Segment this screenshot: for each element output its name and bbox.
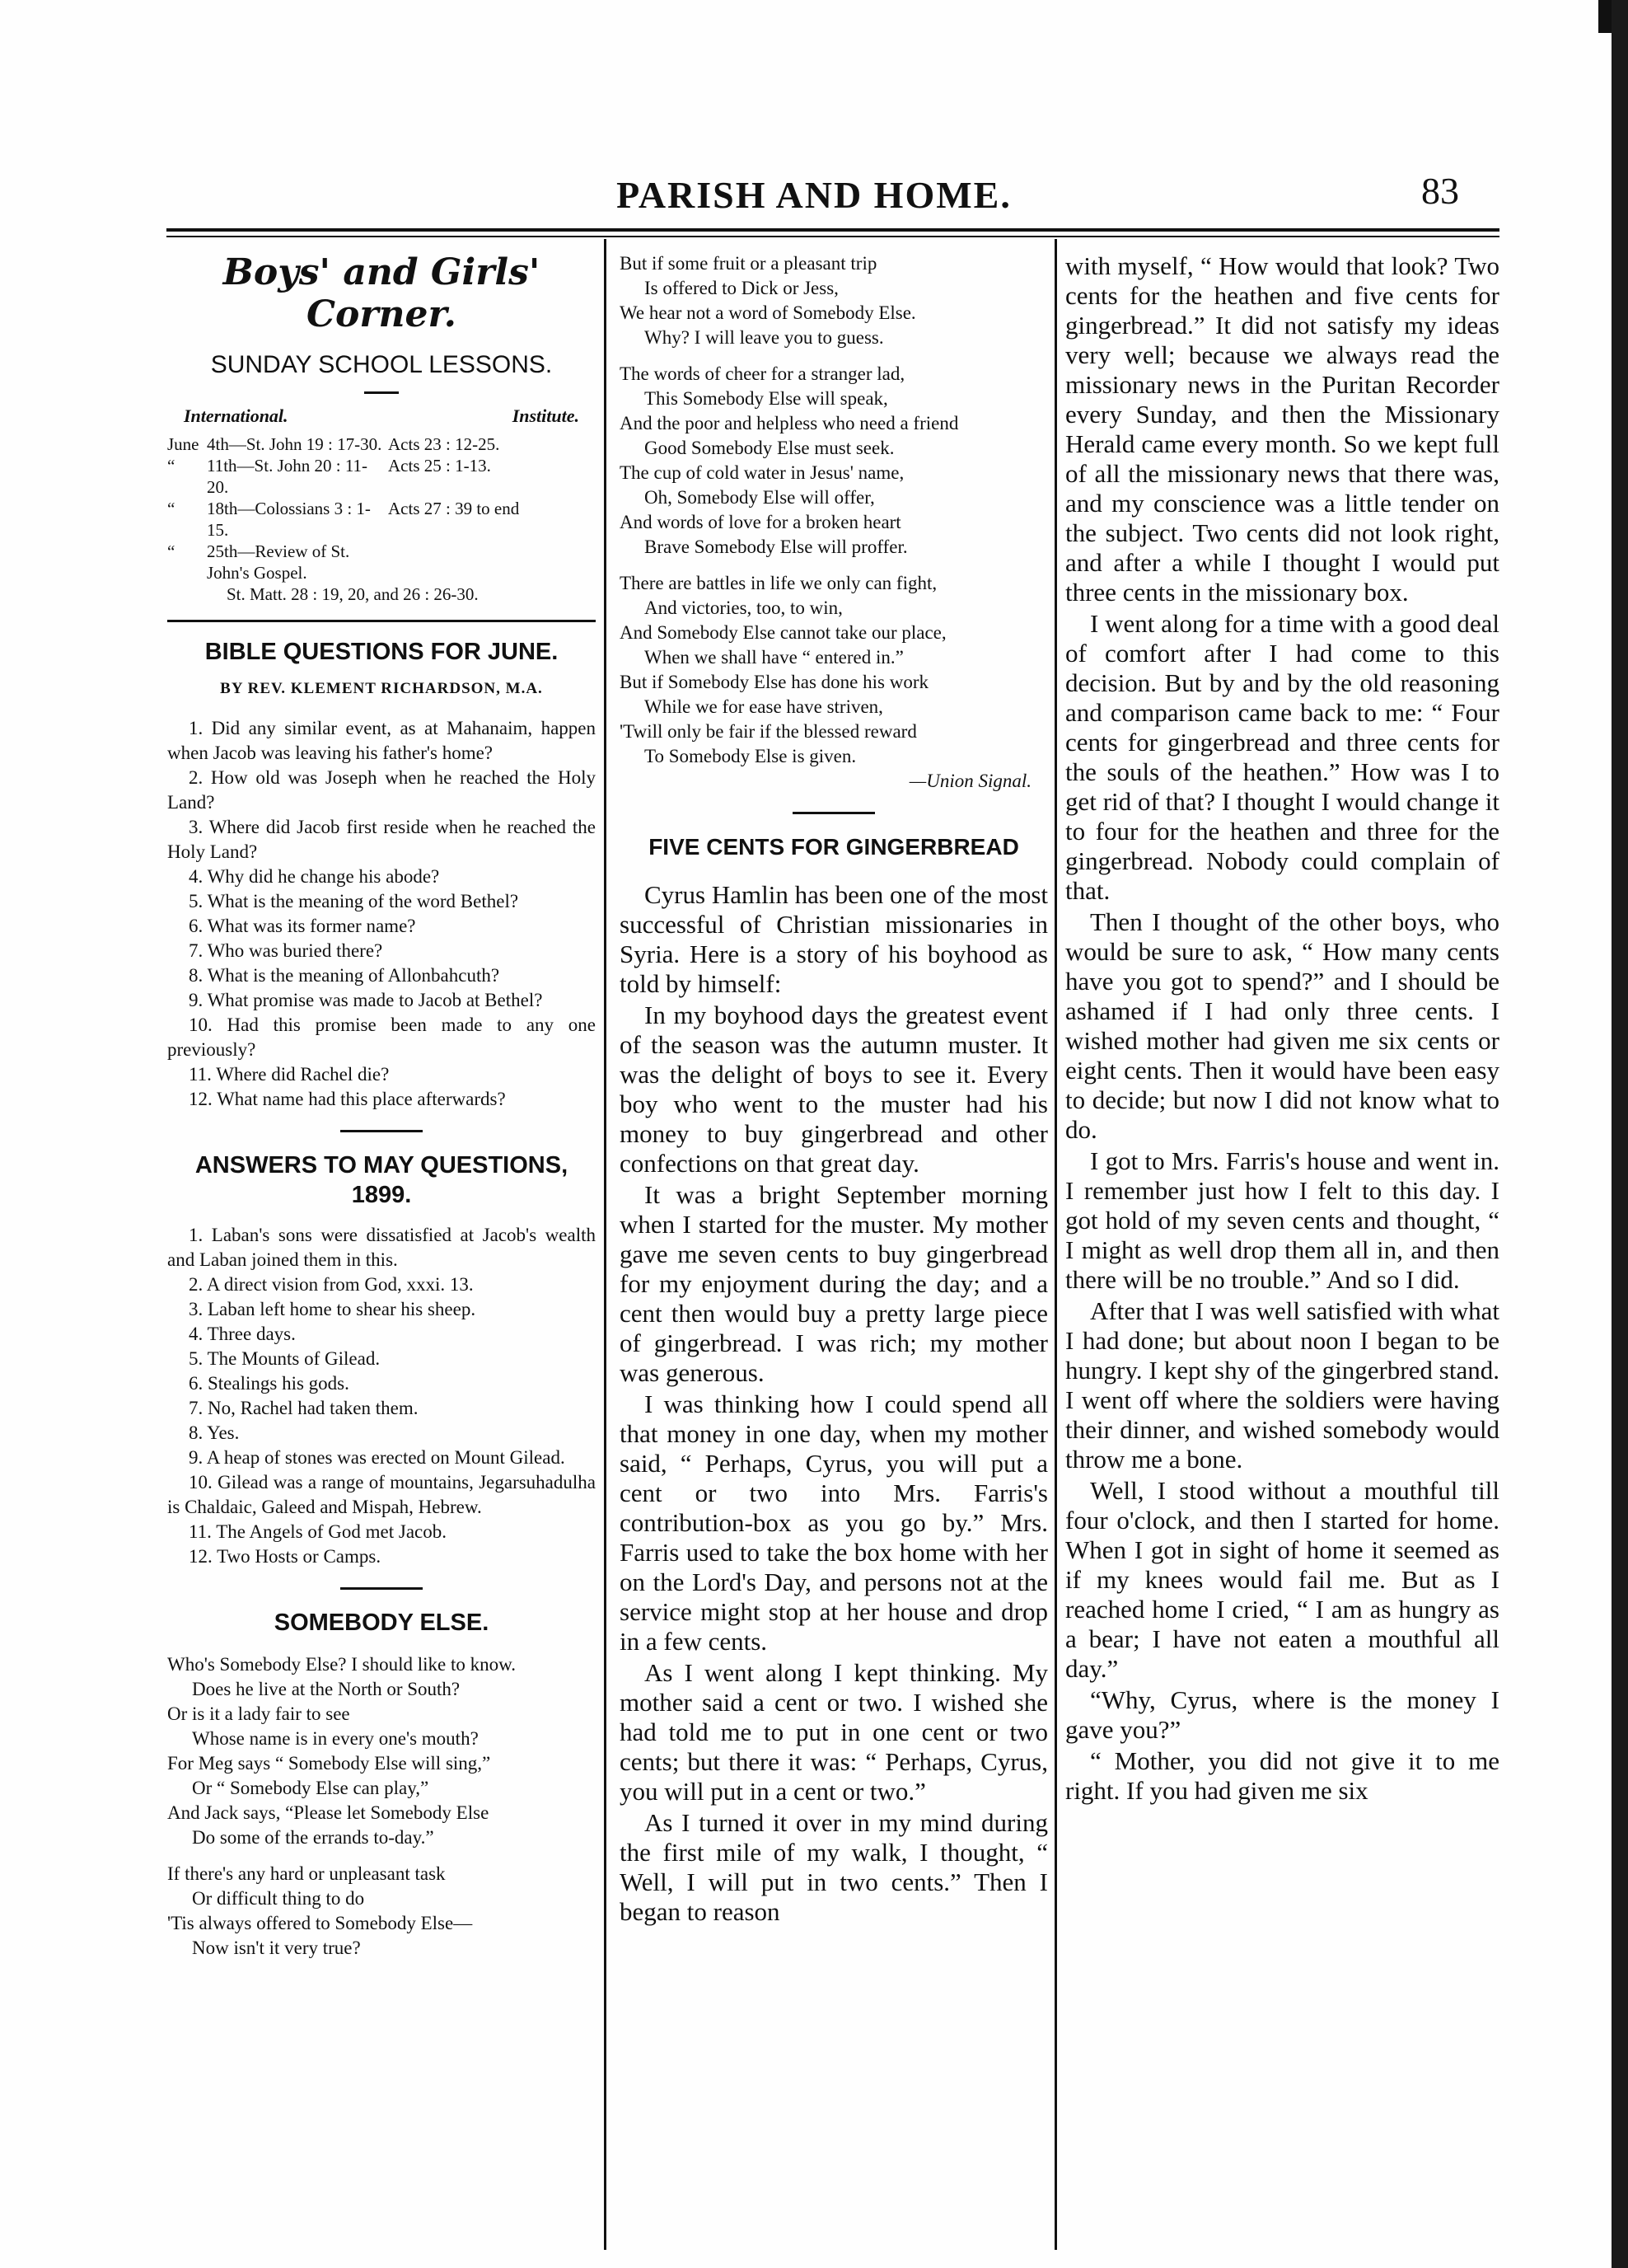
article-paragraph: As I went along I kept thinking. My mother said a cent or two. I wished she had told me to put in one cent or two cents; but there it was: “ Perhaps, Cyrus, you will put in a cent or two.” — [620, 1658, 1048, 1806]
answer-item: 4. Three days. — [189, 1324, 296, 1344]
lesson-international: 18th—Colossians 3 : 1-15. — [207, 499, 371, 540]
answers-title: ANSWERS TO MAY QUESTIONS, 1899. — [194, 1152, 568, 1208]
article-paragraph: It was a bright September morning when I started for the muster. My mother gave me seven cents to buy gingerbread for my enjoyment during the day; and a cent then would buy a pretty large piece of gingerbread. I was rich; my mother was generous. — [620, 1180, 1048, 1387]
poem-line: To Somebody Else is given. — [644, 746, 857, 766]
article-paragraph: “Why, Cyrus, where is the money I gave you?” — [1065, 1685, 1499, 1744]
poem-line: If there's any hard or unpleasant task — [167, 1863, 446, 1884]
column-left — [167, 251, 596, 2246]
poem-stanza — [620, 362, 1048, 560]
section-rule — [167, 620, 596, 622]
article-body-continued — [1065, 251, 1499, 1806]
poem-stanza — [167, 1862, 596, 1961]
column-middle — [620, 251, 1048, 2246]
poem-line: While we for ease have striven, — [644, 696, 883, 717]
lessons-table — [167, 433, 596, 583]
lesson-institute: Acts 27 : 39 to end — [388, 499, 520, 518]
page-number: 83 — [1421, 170, 1459, 212]
article-paragraph: I was thinking how I could spend all that money in one day, when my mother said, “ Perhaps, Cyrus, you will put a cent or two into Mrs. Farris's contribution-box as you go by.” Mrs. Farris used to take the box home with her on the Lord's Day, and persons not at the service might stop at her house and drop in a few cents. — [620, 1389, 1048, 1656]
bible-question: 12. What name had this place afterwards? — [189, 1089, 506, 1109]
answer-item: 12. Two Hosts or Camps. — [189, 1546, 381, 1567]
poem-line: The cup of cold water in Jesus' name, — [620, 462, 905, 483]
poem-line: Does he live at the North or South? — [192, 1679, 461, 1699]
poem-line: 'Twill only be fair if the blessed reward — [620, 721, 917, 742]
poem-line: And Jack says, “Please let Somebody Else — [167, 1802, 489, 1823]
poem-line: Or “ Somebody Else can play,” — [192, 1778, 429, 1798]
column-divider — [1055, 239, 1057, 2250]
poem-line: There are battles in life we only can fight, — [620, 573, 938, 593]
page-title: PARISH AND HOME. — [616, 174, 1012, 216]
poem-attribution: —Union Signal. — [909, 771, 1032, 791]
answer-item: 5. The Mounts of Gilead. — [189, 1348, 381, 1369]
poem-line: And the poor and helpless who need a friend — [620, 413, 959, 433]
poem-line: And words of love for a broken heart — [620, 512, 901, 532]
divider — [364, 391, 399, 394]
bible-questions — [167, 716, 596, 1112]
poem-line: This Somebody Else will speak, — [644, 388, 888, 409]
lesson-date: “ — [167, 499, 175, 518]
article-paragraph: Then I thought of the other boys, who would be sure to ask, “ How many cents have you got to spend?” and I should be ashamed if I had only three cents. I wished mother had given me six cents or eight cents. Then it would have been easy to decide; but now I did not know what to do. — [1065, 907, 1499, 1144]
poem-line: Or difficult thing to do — [192, 1888, 365, 1909]
divider — [340, 1130, 423, 1132]
lesson-institute: Acts 23 : 12-25. — [388, 434, 500, 454]
poem-line: Now isn't it very true? — [192, 1938, 361, 1958]
answer-item: 7. No, Rachel had taken them. — [189, 1398, 419, 1418]
lesson-institute: Acts 25 : 1-13. — [388, 456, 491, 476]
poem-line: Whose name is in every one's mouth? — [192, 1728, 479, 1749]
answer-item: 10. Gilead was a range of mountains, Jegarsuhadulha is Chaldaic, Galeed and Mispah, Hebrew. — [167, 1472, 596, 1517]
header-rule — [166, 228, 1499, 232]
article-paragraph: After that I was well satisfied with what I had done; but about noon I began to be hungry. I kept shy of the gingerbred stand. I went off where the soldiers were having their dinner, and wished somebody would throw me a bone. — [1065, 1296, 1499, 1474]
lesson-date: “ — [167, 541, 175, 561]
answer-item: 11. The Angels of God met Jacob. — [189, 1521, 447, 1542]
article-body — [620, 880, 1048, 1927]
lesson-row — [167, 455, 596, 498]
article-paragraph: Cyrus Hamlin has been one of the most successful of Christian missionaries in Syria. Here is a story of his boyhood as told by himself: — [620, 880, 1048, 998]
lessons-title: SUNDAY SCHOOL LESSONS. — [210, 351, 553, 378]
bible-question: 9. What promise was made to Jacob at Bethel? — [189, 990, 543, 1010]
answer-item: 3. Laban left home to shear his sheep. — [189, 1299, 476, 1319]
poem-line: Do some of the errands to-day.” — [192, 1827, 434, 1848]
lesson-date: “ — [167, 456, 175, 476]
article-paragraph: Well, I stood without a mouthful till four o'clock, and then I started for home. When I got in sight of home it seemed as if my knees would fail me. But as I reached home I cried, “ I am as hungry as a bear; I have not eaten a mouthful all day.” — [1065, 1476, 1499, 1683]
bible-byline: BY REV. KLEMENT RICHARDSON, M.A. — [220, 680, 543, 697]
poem-line: Is offered to Dick or Jess, — [644, 278, 839, 298]
poem-line: We hear not a word of Somebody Else. — [620, 302, 916, 323]
bible-question: 2. How old was Joseph when he reached the Holy Land? — [167, 767, 596, 813]
article-paragraph: In my boyhood days the greatest event of the season was the autumn muster. It was the delight of boys to see it. Every boy who went to the muster had his money to buy gingerbread and other confections on that great day. — [620, 1000, 1048, 1178]
poem-stanza — [620, 571, 1048, 769]
article-paragraph: I got to Mrs. Farris's house and went in. I remember just how I felt to this day. I got hold of my seven cents and thought, “ I might as well drop them all in, and then there will be no trouble.” And so I did. — [1065, 1146, 1499, 1294]
poem-line: Why? I will leave you to guess. — [644, 327, 884, 348]
poem-line: But if some fruit or a pleasant trip — [620, 253, 877, 274]
poem-stanza — [620, 251, 1048, 350]
header-rule-thin — [166, 236, 1499, 237]
poem-line: Brave Somebody Else will proffer. — [644, 537, 908, 557]
poem-line: When we shall have “ entered in.” — [644, 647, 904, 668]
answer-item: 9. A heap of stones was erected on Mount Gilead. — [189, 1447, 565, 1468]
answer-item: 8. Yes. — [189, 1422, 240, 1443]
scan-edge — [1612, 0, 1628, 2268]
poem-line: And victories, too, to win, — [644, 597, 843, 618]
lessons-header — [167, 405, 596, 427]
lessons-tail: St. Matt. 28 : 19, 20, and 26 : 26-30. — [227, 584, 479, 604]
lesson-institute — [388, 541, 596, 583]
answer-item: 1. Laban's sons were dissatisfied at Jacob's wealth and Laban joined them in this. — [167, 1225, 596, 1270]
article-title: FIVE CENTS FOR GINGERBREAD — [648, 834, 1019, 860]
lesson-row — [167, 433, 596, 455]
poem-line: Who's Somebody Else? I should like to know. — [167, 1654, 516, 1675]
lesson-international: 4th—St. John 19 : 17-30. — [207, 434, 382, 454]
bible-question: 3. Where did Jacob first reside when he reached the Holy Land? — [167, 817, 596, 862]
poem-line: And Somebody Else cannot take our place, — [620, 622, 947, 643]
lesson-row — [167, 541, 596, 583]
article-paragraph: with myself, “ How would that look? Two cents for the heathen and five cents for gingerbread.” It did not satisfy my ideas very well; because we always read the missionary news in the Puritan Recorder every Sunday, and then the Missionary Herald came every month. So we kept full of all the missionary news that there was, and my conscience was a little tender on the subject. Two cents did not look right, and after a while I thought I would put three cents in the missionary box. — [1065, 251, 1499, 607]
bible-question: 10. Had this promise been made to any one previously? — [167, 1015, 596, 1060]
lessons-head-right: Institute. — [512, 405, 579, 426]
poem-line: Oh, Somebody Else will offer, — [644, 487, 875, 508]
poem-line: The words of cheer for a stranger lad, — [620, 363, 905, 384]
lesson-row — [167, 498, 596, 541]
answer-item: 2. A direct vision from God, xxxi. 13. — [189, 1274, 474, 1295]
bible-title: BIBLE QUESTIONS FOR JUNE. — [204, 639, 559, 665]
divider — [340, 1587, 423, 1590]
scan-mark — [1598, 0, 1612, 33]
answers-list — [167, 1223, 596, 1569]
column-right — [1065, 251, 1499, 2246]
bible-question: 7. Who was buried there? — [189, 940, 383, 961]
bible-question: 5. What is the meaning of the word Bethel? — [189, 891, 519, 911]
poem-line: Good Somebody Else must seek. — [644, 438, 895, 458]
poem-line: For Meg says “ Somebody Else will sing,” — [167, 1753, 491, 1774]
bible-question: 11. Where did Rachel die? — [189, 1064, 390, 1085]
bible-question: 1. Did any similar event, as at Mahanaim, happen when Jacob was leaving his father's home? — [167, 718, 596, 763]
lesson-international: 25th—Review of St. John's Gospel. — [207, 541, 350, 583]
article-paragraph: I went along for a time with a good deal of comfort after I had come to this decision. But by and by the old reasoning and comparison came back to me: “ Four cents for gingerbread and three cents for the souls of the heathen.” How was I to get rid of that? I thought I would change it to four for the heathen and three for the gingerbread. Nobody could complain of that. — [1065, 609, 1499, 905]
poem-line: But if Somebody Else has done his work — [620, 672, 929, 692]
lessons-head-left: International. — [184, 405, 288, 426]
poem-line: Or is it a lady fair to see — [167, 1703, 350, 1724]
corner-title: Boys' and Girls' Corner. — [222, 251, 540, 335]
divider — [793, 812, 875, 814]
article-paragraph: As I turned it over in my mind during the first mile of my walk, I thought, “ Well, I will put in two cents.” Then I began to reason — [620, 1808, 1048, 1926]
lesson-international: 11th—St. John 20 : 11-20. — [207, 456, 368, 497]
article-paragraph: “ Mother, you did not give it to me right. If you had given me six — [1065, 1746, 1499, 1805]
answer-item: 6. Stealings his gods. — [189, 1373, 349, 1394]
bible-question: 8. What is the meaning of Allonbahcuth? — [189, 965, 500, 986]
bible-question: 4. Why did he change his abode? — [189, 866, 440, 887]
column-divider — [604, 239, 606, 2250]
poem-title: SOMEBODY ELSE. — [274, 1610, 489, 1636]
poem-stanza — [167, 1652, 596, 1850]
lesson-date: June — [167, 434, 199, 454]
bible-question: 6. What was its former name? — [189, 916, 416, 936]
poem-line: 'Tis always offered to Somebody Else— — [167, 1913, 473, 1933]
